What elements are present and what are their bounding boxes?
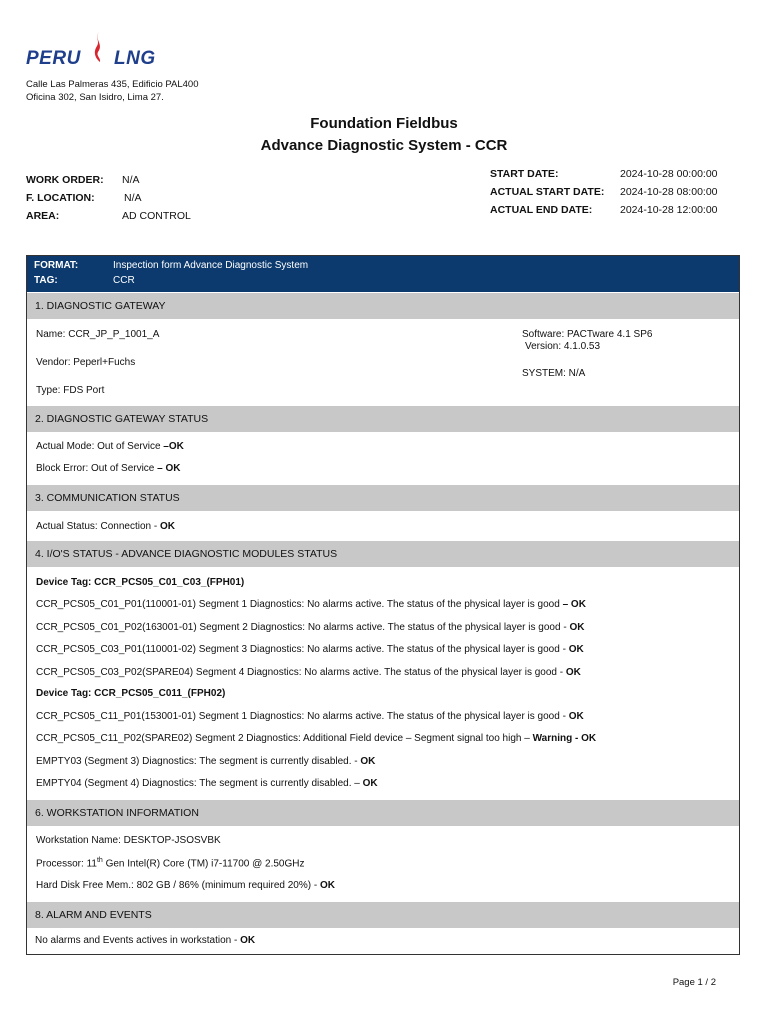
communication-actual-status: Actual Status: Connection - OK <box>36 521 175 532</box>
section-communication-status: 3. COMMUNICATION STATUS <box>27 485 739 511</box>
logo-text-peru: PERU <box>26 48 81 69</box>
list-item: EMPTY03 (Segment 3) Diagnostics: The segment is currently disabled. - OK <box>36 756 376 767</box>
company-address <box>26 78 199 104</box>
list-item: CCR_PCS05_C03_P01(110001-02) Segment 3 Diagnostics: No alarms active. The status of the physical layer is good - OK <box>36 644 584 655</box>
gateway-system: SYSTEM: N/A <box>522 368 586 379</box>
alarm-events-status: No alarms and Events actives in workstation - OK <box>35 935 256 946</box>
logo-text-lng: LNG <box>114 48 156 69</box>
section-diagnostic-gateway: 1. DIAGNOSTIC GATEWAY <box>27 293 739 319</box>
gateway-vendor: Vendor: Peperl+Fuchs <box>36 357 136 368</box>
gateway-type: Type: FDS Port <box>36 385 105 396</box>
meta-actual-start-label: ACTUAL START DATE: <box>490 186 605 198</box>
document-title: Foundation Fieldbus <box>310 115 458 132</box>
meta-actual-end-label: ACTUAL END DATE: <box>490 204 593 216</box>
document-subtitle: Advance Diagnostic System - CCR <box>260 137 508 154</box>
gateway-software: Software: PACTware 4.1 SP6 <box>522 329 653 340</box>
status-block-error: Block Error: Out of Service – OK <box>36 463 181 474</box>
section-io-status: 4. I/O'S STATUS - ADVANCE DIAGNOSTIC MODULES STATUS <box>27 541 739 567</box>
workstation-processor: Processor: 11th Gen Intel(R) Core (TM) i7-11700 @ 2.50GHz <box>36 857 305 870</box>
tag-label: TAG: <box>34 275 58 286</box>
format-value: Inspection form Advance Diagnostic System <box>113 260 309 271</box>
gateway-name: Name: CCR_JP_P_1001_A <box>36 329 160 340</box>
flame-icon <box>92 32 106 62</box>
meta-actual-start-value: 2024-10-28 08:00:00 <box>620 186 718 198</box>
section-gateway-status: 2. DIAGNOSTIC GATEWAY STATUS <box>27 406 739 432</box>
meta-location-label: F. LOCATION: <box>26 192 95 204</box>
meta-start-date-value: 2024-10-28 00:00:00 <box>620 168 718 180</box>
format-label: FORMAT: <box>34 260 79 271</box>
gateway-version: Version: 4.1.0.53 <box>525 341 601 352</box>
meta-work-order-value: N/A <box>122 174 140 186</box>
status-actual-mode: Actual Mode: Out of Service –OK <box>36 441 184 452</box>
format-header-bar <box>27 256 739 292</box>
list-item: CCR_PCS05_C01_P01(110001-01) Segment 1 Diagnostics: No alarms active. The status of the physical layer is good – OK <box>36 599 586 610</box>
device-tag-fph01: Device Tag: CCR_PCS05_C01_C03_(FPH01) <box>36 577 245 588</box>
list-item: CCR_PCS05_C11_P02(SPARE02) Segment 2 Diagnostics: Additional Field device – Segment signal too high – Warning - OK <box>36 733 597 744</box>
address-line-1: Calle Las Palmeras 435, Edificio PAL400 <box>26 79 199 90</box>
inspection-form <box>26 255 740 955</box>
meta-start-date-label: START DATE: <box>490 168 559 180</box>
device-tag-fph02: Device Tag: CCR_PCS05_C011_(FPH02) <box>36 688 226 699</box>
workstation-name: Workstation Name: DESKTOP-JSOSVBK <box>36 835 221 846</box>
list-item: EMPTY04 (Segment 4) Diagnostics: The segment is currently disabled. – OK <box>36 778 378 789</box>
address-line-2: Oficina 302, San Isidro, Lima 27. <box>26 92 164 103</box>
meta-work-order-label: WORK ORDER: <box>26 174 104 186</box>
meta-area-label: AREA: <box>26 210 60 222</box>
meta-actual-end-value: 2024-10-28 12:00:00 <box>620 204 718 216</box>
meta-area-value: AD CONTROL <box>122 210 191 222</box>
list-item: CCR_PCS05_C01_P02(163001-01) Segment 2 Diagnostics: No alarms active. The status of the physical layer is good - OK <box>36 622 585 633</box>
list-item: CCR_PCS05_C11_P01(153001-01) Segment 1 Diagnostics: No alarms active. The status of the physical layer is good - OK <box>36 711 584 722</box>
section-workstation-info: 6. WORKSTATION INFORMATION <box>27 800 739 826</box>
company-logo <box>26 32 166 72</box>
workstation-disk: Hard Disk Free Mem.: 802 GB / 86% (minimum required 20%) - OK <box>36 880 335 891</box>
section-alarm-events: 8. ALARM AND EVENTS <box>27 902 739 928</box>
list-item: CCR_PCS05_C03_P02(SPARE04) Segment 4 Diagnostics: No alarms active. The status of the physical layer is good - OK <box>36 667 581 678</box>
page-number: Page 1 / 2 <box>672 977 716 988</box>
meta-location-value: N/A <box>124 192 142 204</box>
tag-value: CCR <box>113 275 135 286</box>
